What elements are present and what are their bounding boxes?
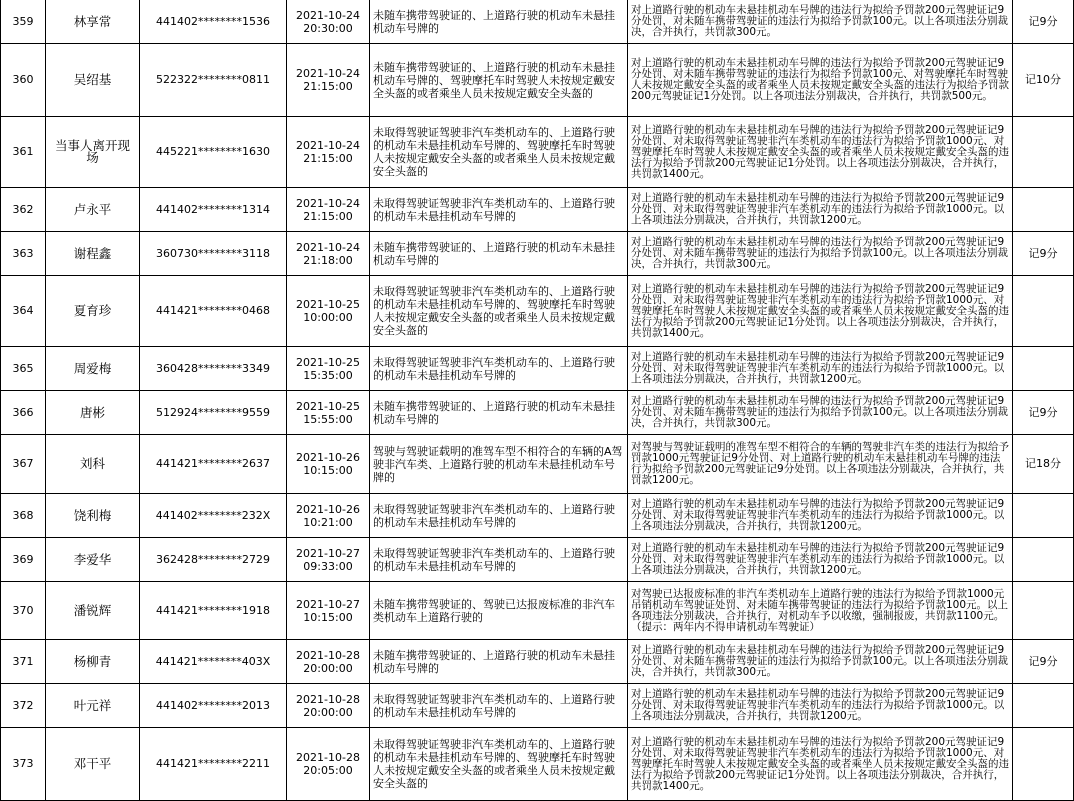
date-text: 2021-10-27 [296, 546, 360, 560]
table-row [1, 582, 1074, 640]
time-text: 20:05:00 [303, 764, 353, 777]
violation-fact-cell: 未取得驾驶证驾驶非汽车类机动车的、上道路行驶的机动车未悬挂机动车号牌的 [370, 684, 628, 728]
violation-fact-cell: 未随车携带驾驶证的、上道路行驶的机动车未悬挂机动车号牌的 [370, 391, 628, 435]
penalty-decision-cell: 对上道路行驶的机动车未悬挂机动车号牌的违法行为拟给予罚款200元驾驶证记9分处罚、对未取得驾驶证驾驶非汽车类机动车的违法行为拟给予罚款1000元。以上各项违法分别裁决，合并执行，共罚款1200元。 [628, 538, 1013, 582]
time-text: 20:00:00 [303, 661, 353, 675]
penalty-decision-cell: 对上道路行驶的机动车未悬挂机动车号牌的违法行为拟给予罚款200元驾驶证记9分处罚，对未随车携带驾驶证的违法行为拟给予罚款100元。以上各项违法分别裁决，合并执行，共罚款300元。 [628, 0, 1013, 44]
datetime-cell [287, 640, 370, 684]
row-number-cell: 370 [1, 582, 46, 640]
time-text: 15:35:00 [303, 368, 353, 382]
penalty-decision-cell: 对上道路行驶的机动车未悬挂机动车号牌的违法行为拟给予罚款200元驾驶证记9分处罚、对未取得驾驶证驾驶非汽车类机动车的违法行为拟给予罚款1000元。以上各项违法分别裁决，合并执行，共罚款1200元。 [628, 347, 1013, 391]
time-text: 10:21:00 [303, 515, 353, 529]
points-cell: 记9分 [1013, 640, 1074, 684]
id-number-cell: 441421********2637 [140, 435, 287, 494]
violation-fact-cell: 未随车携带驾驶证的、上道路行驶的机动车未悬挂机动车号牌的 [370, 0, 628, 44]
penalty-decision-cell: 对驾驶与驾驶证载明的准驾车型不相符合的车辆的驾驶非汽车类的违法行为拟给予罚款1000元驾驶证记9分处罚、对上道路行驶的机动车未悬挂机动车号牌的违法行为拟给予罚款200元驾驶证记9分处罚。以上各项违法分别裁决，合并执行，共罚款1200元。 [628, 435, 1013, 494]
id-number-cell: 441402********2013 [140, 684, 287, 728]
date-text: 2021-10-28 [296, 692, 360, 706]
datetime-cell [287, 494, 370, 538]
penalty-decision-cell: 对上道路行驶的机动车未悬挂机动车号牌的违法行为拟给予罚款200元驾驶证记9分处罚、对未取得驾驶证驾驶非汽车类机动车的违法行为拟给予罚款1000元。以上各项违法分别裁决，合并执行，共罚款1200元。 [628, 684, 1013, 728]
id-number-cell: 441402********1314 [140, 188, 287, 232]
points-cell [1013, 117, 1074, 188]
id-number-cell: 441421********0468 [140, 276, 287, 347]
table-row [1, 640, 1074, 684]
date-text: 2021-10-25 [296, 399, 360, 413]
table-row [1, 117, 1074, 188]
id-number-cell: 360730********3118 [140, 232, 287, 276]
id-number-cell: 441421********403X [140, 640, 287, 684]
date-text: 2021-10-24 [296, 139, 360, 152]
time-text: 20:00:00 [303, 705, 353, 719]
party-name-cell: 卢永平 [46, 188, 140, 232]
id-number-cell: 441402********232X [140, 494, 287, 538]
table-row [1, 188, 1074, 232]
row-number-cell: 364 [1, 276, 46, 347]
violation-fact-cell: 未随车携带驾驶证的、驾驶已达报废标准的非汽车类机动车上道路行驶的 [370, 582, 628, 640]
date-text: 2021-10-28 [296, 648, 360, 662]
points-cell: 记18分 [1013, 435, 1074, 494]
datetime-cell [287, 347, 370, 391]
row-number-cell: 365 [1, 347, 46, 391]
table-row [1, 494, 1074, 538]
violation-fact-cell: 未取得驾驶证驾驶非汽车类机动车的、上道路行驶的机动车未悬挂机动车号牌的 [370, 347, 628, 391]
violation-fact-cell: 驾驶与驾驶证载明的准驾车型不相符合的车辆的A驾驶非汽车类、上道路行驶的机动车未悬挂机动车号牌的 [370, 435, 628, 494]
time-text: 10:00:00 [303, 311, 353, 324]
row-number-cell: 373 [1, 728, 46, 801]
violation-fact-cell: 未取得驾驶证驾驶非汽车类机动车的、上道路行驶的机动车未悬挂机动车号牌的 [370, 494, 628, 538]
datetime-cell [287, 582, 370, 640]
time-text: 20:30:00 [303, 21, 353, 35]
id-number-cell: 445221********1630 [140, 117, 287, 188]
datetime-cell [287, 391, 370, 435]
points-cell: 记9分 [1013, 232, 1074, 276]
table-row [1, 435, 1074, 494]
datetime-cell [287, 538, 370, 582]
points-cell [1013, 538, 1074, 582]
party-name-cell: 邓干平 [46, 728, 140, 801]
datetime-cell [287, 684, 370, 728]
row-number-cell: 359 [1, 0, 46, 44]
violation-fact-cell: 未取得驾驶证驾驶非汽车类机动车的、上道路行驶的机动车未悬挂机动车号牌的、驾驶摩托车时驾驶人未按规定戴安全头盔的或者乘坐人员未按规定戴安全头盔的 [370, 276, 628, 347]
row-number-cell: 367 [1, 435, 46, 494]
date-text: 2021-10-24 [296, 67, 360, 80]
row-number-cell: 366 [1, 391, 46, 435]
points-cell [1013, 684, 1074, 728]
row-number-cell: 362 [1, 188, 46, 232]
date-text: 2021-10-24 [296, 8, 360, 22]
party-name-cell: 饶利梅 [46, 494, 140, 538]
row-number-cell: 368 [1, 494, 46, 538]
points-cell [1013, 494, 1074, 538]
datetime-cell [287, 117, 370, 188]
table-row [1, 0, 1074, 44]
points-cell [1013, 728, 1074, 801]
id-number-cell: 441402********1536 [140, 0, 287, 44]
penalty-decision-cell: 对上道路行驶的机动车未悬挂机动车号牌的违法行为拟给予罚款200元驾驶证记9分处罚、对未取得驾驶证驾驶非汽车类机动车的违法行为拟给予罚款1000元、对驾驶摩托车时驾驶人未按规定戴安全头盔的或者乘坐人员未按规定戴安全头盔的违法行为拟给予罚款200元驾驶证记1分处罚。以上各项违法分别裁决，合并执行，共罚款1400元。 [628, 728, 1013, 801]
party-name-cell: 潘锐辉 [46, 582, 140, 640]
violation-fact-cell: 未取得驾驶证驾驶非汽车类机动车的、上道路行驶的机动车未悬挂机动车号牌的 [370, 188, 628, 232]
row-number-cell: 361 [1, 117, 46, 188]
datetime-cell [287, 188, 370, 232]
time-text: 21:15:00 [303, 80, 353, 93]
party-name-cell: 唐彬 [46, 391, 140, 435]
penalty-decision-cell: 对驾驶已达报废标准的非汽车类机动车上道路行驶的违法行为拟给予罚款1000元吊销机动车驾驶证处罚、对未随车携带驾驶证的违法行为拟给予罚款100元。以上各项违法分别裁决，合并执行，对机动车予以收缴，强制报废，共罚款1100元。（提示：两年内不得申请机动车驾驶证） [628, 582, 1013, 640]
violation-fact-cell: 未随车携带驾驶证的、上道路行驶的机动车未悬挂机动车号牌的、驾驶摩托车时驾驶人未按规定戴安全头盔的或者乘坐人员未按规定戴安全头盔的 [370, 44, 628, 117]
penalty-decision-cell: 对上道路行驶的机动车未悬挂机动车号牌的违法行为拟给予罚款200元驾驶证记9分处罚、对未取得驾驶证驾驶非汽车类机动车的违法行为拟给予罚款1000元、对驾驶摩托车时驾驶人未按规定戴安全头盔的或者乘坐人员未按规定戴安全头盔的违法行为拟给予罚款200元驾驶证记1分处罚。以上各项违法分别裁决，合并执行，共罚款1400元。 [628, 276, 1013, 347]
id-number-cell: 441421********2211 [140, 728, 287, 801]
id-number-cell: 362428********2729 [140, 538, 287, 582]
row-number-cell: 360 [1, 44, 46, 117]
table-row [1, 684, 1074, 728]
date-text: 2021-10-26 [296, 502, 360, 516]
time-text: 10:15:00 [303, 610, 353, 624]
party-name-cell: 李爱华 [46, 538, 140, 582]
datetime-cell [287, 276, 370, 347]
penalty-decision-cell: 对上道路行驶的机动车未悬挂机动车号牌的违法行为拟给予罚款200元驾驶证记9分处罚、对未随车携带驾驶证的违法行为拟给予罚款100元。以上各项违法分别裁决，合并执行，共罚款300元。 [628, 391, 1013, 435]
points-cell [1013, 188, 1074, 232]
table-row [1, 391, 1074, 435]
party-name-cell: 吴绍基 [46, 44, 140, 117]
datetime-cell [287, 44, 370, 117]
party-name-cell: 叶元祥 [46, 684, 140, 728]
violation-fact-cell: 未取得驾驶证驾驶非汽车类机动车的、上道路行驶的机动车未悬挂机动车号牌的、驾驶摩托车时驾驶人未按规定戴安全头盔的或者乘坐人员未按规定戴安全头盔的 [370, 728, 628, 801]
party-name-cell: 林享常 [46, 0, 140, 44]
datetime-cell [287, 435, 370, 494]
violation-fact-cell: 未取得驾驶证驾驶非汽车类机动车的、上道路行驶的机动车未悬挂机动车号牌的、驾驶摩托车时驾驶人未按规定戴安全头盔的或者乘坐人员未按规定戴安全头盔的 [370, 117, 628, 188]
date-text: 2021-10-26 [296, 451, 360, 464]
penalty-decision-cell: 对上道路行驶的机动车未悬挂机动车号牌的违法行为拟给予罚款200元驾驶证记9分处罚、对未随车携带驾驶证的违法行为拟给予罚款100元。以上各项违法分别裁决，合并执行，共罚款300元。 [628, 232, 1013, 276]
party-name-cell: 杨柳青 [46, 640, 140, 684]
table-row [1, 44, 1074, 117]
party-name-cell: 谢程鑫 [46, 232, 140, 276]
date-text: 2021-10-28 [296, 751, 360, 764]
datetime-cell [287, 232, 370, 276]
party-name-cell: 当事人离开现场 [46, 117, 140, 188]
points-cell [1013, 347, 1074, 391]
table-row [1, 538, 1074, 582]
penalty-decision-cell: 对上道路行驶的机动车未悬挂机动车号牌的违法行为拟给予罚款200元驾驶证记9分处罚、对未随车携带驾驶证的违法行为拟给予罚款100元。以上各项违法分别裁决，合并执行，共罚款300元。 [628, 640, 1013, 684]
time-text: 21:15:00 [303, 152, 353, 165]
id-number-cell: 441421********1918 [140, 582, 287, 640]
datetime-cell [287, 0, 370, 44]
table-row [1, 347, 1074, 391]
id-number-cell: 512924********9559 [140, 391, 287, 435]
table-row [1, 232, 1074, 276]
points-cell [1013, 582, 1074, 640]
violation-fact-cell: 未随车携带驾驶证的、上道路行驶的机动车未悬挂机动车号牌的 [370, 232, 628, 276]
datetime-cell [287, 728, 370, 801]
points-cell: 记9分 [1013, 391, 1074, 435]
table-row [1, 276, 1074, 347]
time-text: 15:55:00 [303, 412, 353, 426]
row-number-cell: 363 [1, 232, 46, 276]
points-cell: 记9分 [1013, 0, 1074, 44]
table-body [1, 0, 1074, 801]
time-text: 10:15:00 [303, 464, 353, 477]
id-number-cell: 360428********3349 [140, 347, 287, 391]
time-text: 09:33:00 [303, 559, 353, 573]
row-number-cell: 371 [1, 640, 46, 684]
party-name-cell: 周爱梅 [46, 347, 140, 391]
date-text: 2021-10-27 [296, 597, 360, 611]
date-text: 2021-10-25 [296, 298, 360, 311]
table-row [1, 728, 1074, 801]
points-cell: 记10分 [1013, 44, 1074, 117]
penalty-decision-cell: 对上道路行驶的机动车未悬挂机动车号牌的违法行为拟给予罚款200元驾驶证记9分处罚、对未取得驾驶证驾驶非汽车类机动车的违法行为拟给予罚款1000元。以上各项违法分别裁决，合并执行，共罚款1200元。 [628, 188, 1013, 232]
violation-fact-cell: 未取得驾驶证驾驶非汽车类机动车的、上道路行驶的机动车未悬挂机动车号牌的 [370, 538, 628, 582]
time-text: 21:18:00 [303, 253, 353, 267]
date-text: 2021-10-24 [296, 240, 360, 254]
points-cell [1013, 276, 1074, 347]
penalty-decision-cell: 对上道路行驶的机动车未悬挂机动车号牌的违法行为拟给予罚款200元驾驶证记9分处罚、对未取得驾驶证驾驶非汽车类机动车的违法行为拟给予罚款1000元。以上各项违法分别裁决，合并执行，共罚款1200元。 [628, 494, 1013, 538]
row-number-cell: 369 [1, 538, 46, 582]
violation-fact-cell: 未随车携带驾驶证的、上道路行驶的机动车未悬挂机动车号牌的 [370, 640, 628, 684]
row-number-cell: 372 [1, 684, 46, 728]
party-name-cell: 夏育珍 [46, 276, 140, 347]
penalty-decision-cell: 对上道路行驶的机动车未悬挂机动车号牌的违法行为拟给予罚款200元驾驶证记9分处罚、对未取得驾驶证驾驶非汽车类机动车的违法行为拟给予罚款1000元、对驾驶摩托车时驾驶人未按规定戴安全头盔的或者乘坐人员未按规定戴安全头盔的违法行为拟给予罚款200元驾驶证记1分处罚。以上各项违法分别裁决，合并执行，共罚款1400元。 [628, 117, 1013, 188]
penalty-decision-cell: 对上道路行驶的机动车未悬挂机动车号牌的违法行为拟给予罚款200元驾驶证记9分处罚、对未随车携带驾驶证的违法行为拟给予罚款100元、对驾驶摩托车时驾驶人未按规定戴安全头盔的或者乘坐人员未按规定戴安全头盔的违法行为拟给予罚款200元驾驶证记1分处罚。以上各项违法分别裁决，合并执行，共罚款500元。 [628, 44, 1013, 117]
id-number-cell: 522322********0811 [140, 44, 287, 117]
date-text: 2021-10-25 [296, 355, 360, 369]
date-text: 2021-10-24 [296, 196, 360, 210]
party-name-cell: 刘科 [46, 435, 140, 494]
time-text: 21:15:00 [303, 209, 353, 223]
